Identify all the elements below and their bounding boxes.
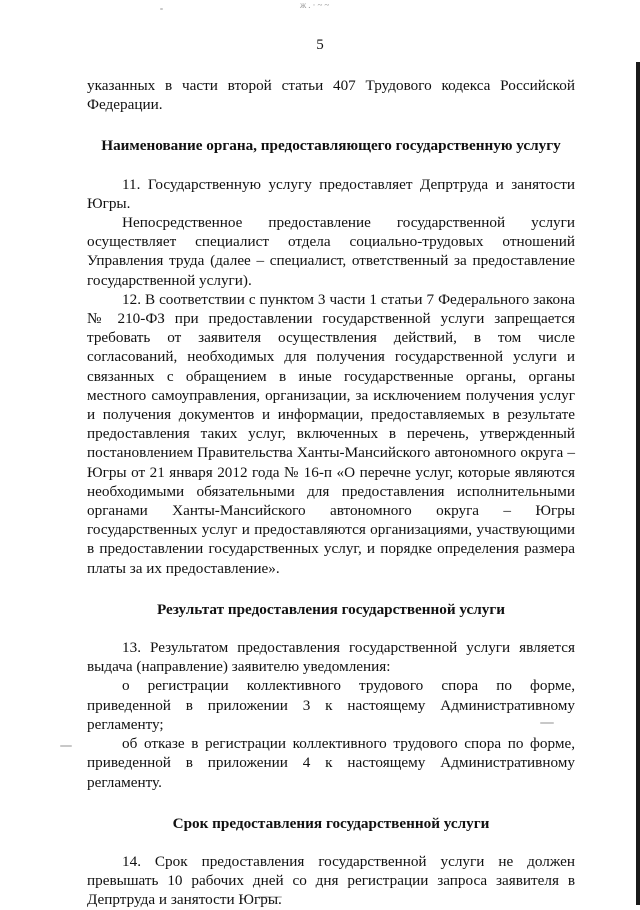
paragraph-11-continued: Непосредственное предоставление государственной услуги осуществляет специалист отдела социально-трудовых отношений Управления труда (далее – специалист, ответственный за предоставление государственной услуги).	[87, 214, 575, 289]
result-item-refusal: об отказе в регистрации коллективного трудового спора по форме, приведенной в приложении 4 к настоящему Административному регламенту.	[87, 735, 575, 791]
spacer	[87, 114, 575, 136]
scan-mark: ж.·~~	[300, 0, 332, 10]
page-number: 5	[316, 37, 324, 53]
spacer	[87, 833, 575, 852]
intro-paragraph: указанных в части второй статьи 407 Трудового кодекса Российской Федерации.	[87, 77, 575, 114]
result-item-registration: о регистрации коллективного трудового спора по форме, приведенной в приложении 3 к настоящему Административному регламенту;	[87, 677, 575, 733]
spacer	[87, 578, 575, 600]
section-heading-authority: Наименование органа, предоставляющего государственную услугу	[101, 137, 561, 155]
paragraph-13: 13. Результатом предоставления государственной услуги является выдача (направление) заявителю уведомления:	[87, 639, 575, 676]
document-body	[87, 76, 575, 910]
section-heading-term: Срок предоставления государственной услуги	[172, 814, 490, 832]
paragraph-11: 11. Государственную услугу предоставляет Депртруда и занятости Югры.	[87, 175, 575, 212]
section-heading-result: Результат предоставления государственной услуги	[156, 600, 506, 618]
spacer	[87, 792, 575, 814]
scan-speck	[60, 745, 72, 747]
paragraph-12: 12. В соответствии с пунктом 3 части 1 статьи 7 Федерального закона № 210-ФЗ при предоставлении государственной услуги запрещается требовать от заявителя осуществления действий, в том числе согласований, необходимых для получения государственной услуги и связанных с обращением в иные государственные органы, органы местного самоуправления, организации, за исключением получения услуг и получения документов и информации, предоставляемых в результате предоставления таких услуг, включенных в перечень, утвержденный постановлением Правительства Ханты-Мансийского автономного округа – Югры от 21 января 2012 года № 16-п «О перечне услуг, которые являются необходимыми обязательными для предоставления исполнительными органами Ханты-Мансийского автономного округа – Югры государственных услуг и предоставляются организациями, участвующими в предоставлении государственных услуг, и порядке определения размера платы за их предоставление».	[87, 290, 575, 577]
paragraph-14: 14. Срок предоставления государственной услуги не должен превышать 10 рабочих дней со дня регистрации запроса заявителя в Депртруда и занятости Югры.	[87, 852, 575, 909]
spacer	[87, 619, 575, 638]
scan-speck	[160, 8, 163, 10]
spacer	[87, 156, 575, 175]
scan-edge-bar	[636, 62, 640, 905]
